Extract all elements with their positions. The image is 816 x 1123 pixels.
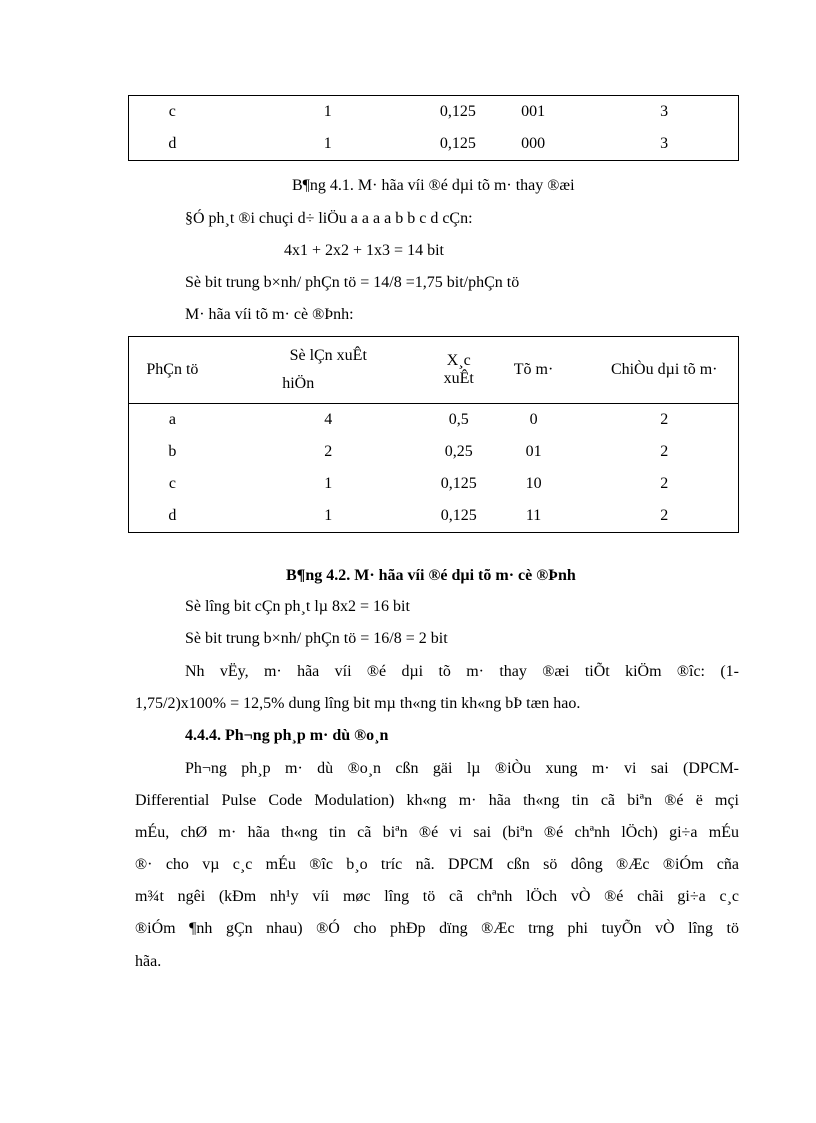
- paragraph-dpcm-line2: Differential Pulse Code Modulation) kh«ng m· hãa th«ng tin cã biªn ®é ë mçi: [135, 792, 739, 809]
- table-cell: 2: [660, 475, 669, 492]
- paragraph-dpcm-line1: Ph¬ng ph¸p m· dù ®o¸n cßn gäi lµ ®iÒu xung m· vi sai (DPCM-: [185, 760, 739, 777]
- table-caption-4-2: B¶ng 4.2. M· hãa víi ®é dµi tõ m· cè ®Þnh: [286, 567, 576, 584]
- header-cell: Tõ m·: [513, 361, 554, 378]
- paragraph-dpcm-line7: hãa.: [135, 953, 162, 970]
- table-cell: 0,5: [441, 404, 477, 437]
- table-row: [129, 96, 739, 129]
- table-4-2: [128, 336, 739, 533]
- paragraph-savings-line1: Nh vËy, m· hãa víi ®é dµi tõ m· thay ®æi tiÕt kiÖm ®îc: (1-: [185, 663, 739, 680]
- table-cell: 1: [323, 135, 332, 152]
- table-caption-4-1: B¶ng 4.1. M· hãa víi ®é dµi tõ m· thay ®æi: [292, 177, 575, 194]
- table-cell: 0,125: [439, 103, 476, 120]
- table-row: [129, 468, 739, 500]
- table-cell: 1: [324, 507, 333, 524]
- paragraph-dpcm-line4: ®· cho vµ c¸c mÉu ®îc b¸o tríc nã. DPCM cßn sö dông ®Æc ®iÓm cña: [135, 856, 739, 873]
- table-row: [129, 128, 739, 161]
- paragraph-savings-line2: 1,75/2)x100% = 12,5% dung lîng bit mµ th«ng tin kh«ng bÞ tæn hao.: [135, 695, 581, 712]
- table-cell: 0,25: [444, 443, 473, 460]
- table-cell: 2: [590, 404, 738, 437]
- table-cell: d: [168, 135, 177, 152]
- table-cell: 3: [660, 135, 669, 152]
- average-bits-line: Sè bit trung b×nh/ phÇn tö = 14/8 =1,75 bit/phÇn tö: [185, 274, 520, 291]
- table-cell: 4: [216, 404, 441, 437]
- table-cell: 2: [660, 443, 669, 460]
- table-cell: 01: [525, 443, 542, 460]
- fixed-code-heading: M· hãa víi tõ m· cè ®Þnh:: [185, 306, 354, 323]
- table-cell: 10: [525, 475, 542, 492]
- paragraph-intro: §Ó ph¸t ®i chuçi d÷ liÖu a a a a b b c d cÇn:: [185, 210, 473, 227]
- table-row: [129, 500, 739, 533]
- table-cell: 000: [521, 135, 546, 152]
- table-cell: 0,125: [440, 475, 477, 492]
- header-cell: [216, 337, 441, 404]
- header-cell-line2: hiÖn: [282, 375, 315, 392]
- table-cell: 11: [525, 507, 542, 524]
- average-bits-line-2: Sè bit trung b×nh/ phÇn tö = 16/8 = 2 bit: [185, 630, 448, 647]
- header-cell: ChiÒu dµi tõ m·: [610, 361, 718, 378]
- table-cell: c: [168, 103, 176, 120]
- table-cell: b: [168, 443, 177, 460]
- paragraph-dpcm-line3: mÉu, chØ m· hãa th«ng tin cã biªn ®é vi sai (biªn ®é chªnh lÖch) gi÷a mÉu: [135, 824, 739, 841]
- table-4-1-continuation: [128, 95, 739, 161]
- table-row: [129, 436, 739, 468]
- table-cell: 001: [521, 103, 546, 120]
- table-cell: 0,125: [440, 507, 477, 524]
- paragraph-dpcm-line5: m¾t ngêi (kÐm nh¹y víi møc lîng tö cã chªnh lÖch vÒ ®é chãi gi÷a c¸c: [135, 888, 739, 905]
- table-cell: 1: [323, 103, 332, 120]
- table-cell: d: [168, 507, 177, 524]
- table-cell: 3: [660, 103, 669, 120]
- table-cell: 0,125: [439, 135, 476, 152]
- table-row: [129, 404, 739, 437]
- header-cell: X¸c xuÊt: [443, 352, 474, 387]
- table-cell: 0: [477, 404, 591, 437]
- section-heading: 4.4.4. Ph¬ng ph¸p m· dù ®o¸n: [185, 727, 389, 744]
- total-bits-line: Sè lîng bit cÇn ph¸t lµ 8x2 = 16 bit: [185, 598, 410, 615]
- table-cell: c: [168, 475, 176, 492]
- table-header-row: [129, 337, 739, 404]
- table-cell: 2: [660, 507, 669, 524]
- table-cell: a: [129, 404, 216, 437]
- header-cell: PhÇn tö: [146, 361, 199, 378]
- table-cell: 2: [324, 443, 333, 460]
- table-cell: 1: [324, 475, 333, 492]
- paragraph-dpcm-line6: ®iÓm ¶nh gÇn nhau) ®Ó cho phÐp dïng ®Æc trng phi tuyÕn vÒ lîng tö: [135, 920, 739, 937]
- header-cell-line1: Sè lÇn xuÊt: [289, 347, 367, 364]
- formula: 4x1 + 2x2 + 1x3 = 14 bit: [284, 242, 444, 259]
